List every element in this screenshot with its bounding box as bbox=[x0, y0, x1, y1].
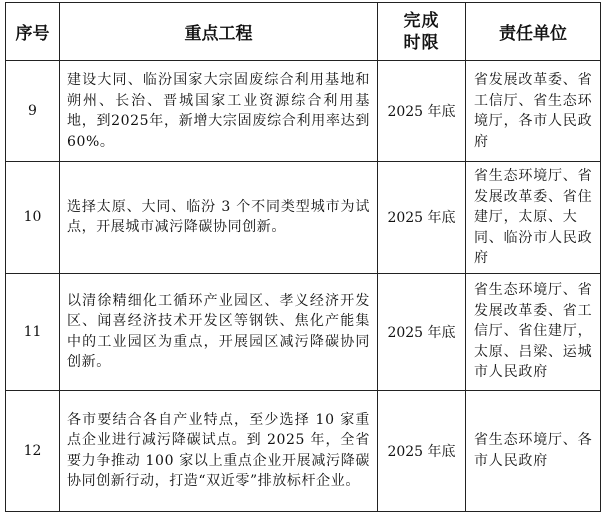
row-no: 10 bbox=[6, 162, 60, 274]
row-no: 12 bbox=[6, 390, 60, 511]
table-row bbox=[6, 61, 601, 162]
table-header-row bbox=[6, 3, 601, 61]
row-time-limit: 2025 年底 bbox=[378, 273, 466, 390]
row-responsible: 省发展改革委、省工信厅、省生态环境厅，各市人民政府 bbox=[466, 61, 601, 162]
row-responsible: 省生态环境厅、省发展改革委、省工信厅、省住建厅，太原、吕梁、运城市人民政府 bbox=[466, 273, 601, 390]
row-time-limit: 2025 年底 bbox=[378, 162, 466, 274]
row-time-limit: 2025 年底 bbox=[378, 61, 466, 162]
row-no: 9 bbox=[6, 61, 60, 162]
header-time-limit bbox=[378, 3, 466, 61]
row-responsible: 省生态环境厅、省发展改革委、省住建厅，太原、大同、临汾市人民政府 bbox=[466, 162, 601, 274]
key-projects-table bbox=[5, 2, 601, 512]
row-responsible: 省生态环境厅、各市人民政府 bbox=[466, 390, 601, 511]
header-responsible: 责任单位 bbox=[466, 3, 601, 61]
row-no: 11 bbox=[6, 273, 60, 390]
row-project: 建设大同、临汾国家大宗固废综合利用基地和朔州、长治、晋城国家工业资源综合利用基地，到2025年，新增大宗固废综合利用率达到60%。 bbox=[60, 61, 378, 162]
table-row bbox=[6, 390, 601, 511]
row-project: 选择太原、大同、临汾 3 个不同类型城市为试点，开展城市减污降碳协同创新。 bbox=[60, 162, 378, 274]
table-row bbox=[6, 273, 601, 390]
row-time-limit: 2025 年底 bbox=[378, 390, 466, 511]
row-project: 各市要结合各自产业特点，至少选择 10 家重点企业进行减污降碳试点。到 2025 年，全省要力争推动 100 家以上重点企业开展减污降碳协同创新行动，打造“双近零”排放标杆企业。 bbox=[60, 390, 378, 511]
header-project: 重点工程 bbox=[60, 3, 378, 61]
header-no: 序号 bbox=[6, 3, 60, 61]
header-time-limit-line1: 完成 bbox=[403, 10, 440, 31]
row-project: 以清徐精细化工循环产业园区、孝义经济开发区、闻喜经济技术开发区等钢铁、焦化产能集中的工业园区为重点，开展园区减污降碳协同创新。 bbox=[60, 273, 378, 390]
header-time-limit-line2: 时限 bbox=[403, 32, 440, 53]
table-row bbox=[6, 162, 601, 274]
